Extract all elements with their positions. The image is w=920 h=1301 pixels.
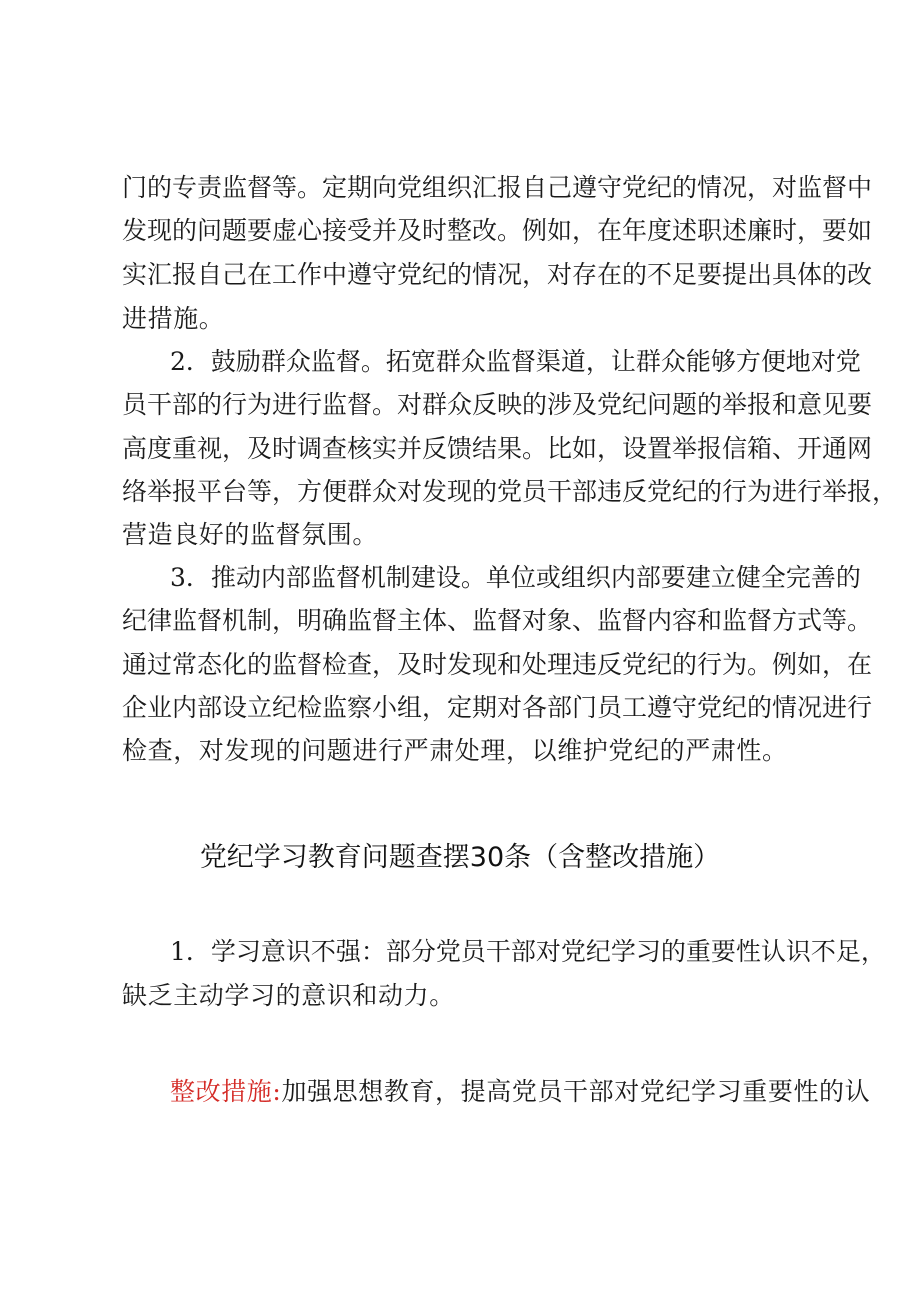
paragraph2-line-2: 员干部的行为进行监督。对群众反映的涉及党纪问题的举报和意见要 [122, 390, 873, 419]
section-heading: 党纪学习教育问题查摆30条（含整改措施） [199, 842, 721, 873]
paragraph2-line-5: 营造良好的监督氛围。 [122, 520, 379, 549]
paragraph3-line-4: 企业内部设立纪检监察小组，定期对各部门员工遵守党纪的情况进行 [122, 693, 873, 722]
paragraph3-line-5: 检查，对发现的问题进行严肃处理，以维护党纪的严肃性。 [122, 736, 788, 765]
measure-text: 加强思想教育，提高党员干部对党纪学习重要性的认 [281, 1077, 871, 1106]
paragraph2-line-3: 高度重视，及时调查核实并反馈结果。比如，设置举报信箱、开通网 [122, 434, 873, 463]
measure-label: 整改措施: [170, 1077, 282, 1106]
measure1-line [170, 1077, 870, 1107]
paragraph3-line-3: 通过常态化的监督检查，及时发现和处理违反党纪的行为。例如，在 [122, 650, 873, 679]
paragraph1-line-3: 实汇报自己在工作中遵守党纪的情况，对存在的不足要提出具体的改 [122, 260, 873, 289]
paragraph2-line-4: 络举报平台等，方便群众对发现的党员干部违反党纪的行为进行举报， [122, 477, 898, 506]
paragraph3-line-2: 纪律监督机制，明确监督主体、监督对象、监督内容和监督方式等。 [122, 606, 873, 635]
problem1-line-1: 1．学习意识不强：部分党员干部对党纪学习的重要性认识不足， [170, 937, 886, 966]
paragraph1-line-1: 门的专责监督等。定期向党组织汇报自己遵守党纪的情况，对监督中 [122, 173, 873, 202]
problem1-line-2: 缺乏主动学习的意识和动力。 [122, 981, 455, 1010]
paragraph1-line-2: 发现的问题要虚心接受并及时整改。例如，在年度述职述廉时，要如 [122, 216, 873, 245]
paragraph3-line-1: 3．推动内部监督机制建设。单位或组织内部要建立健全完善的 [170, 563, 861, 592]
paragraph2-line-1: 2．鼓励群众监督。拓宽群众监督渠道，让群众能够方便地对党 [170, 347, 861, 376]
paragraph1-line-4: 进措施。 [122, 304, 225, 333]
